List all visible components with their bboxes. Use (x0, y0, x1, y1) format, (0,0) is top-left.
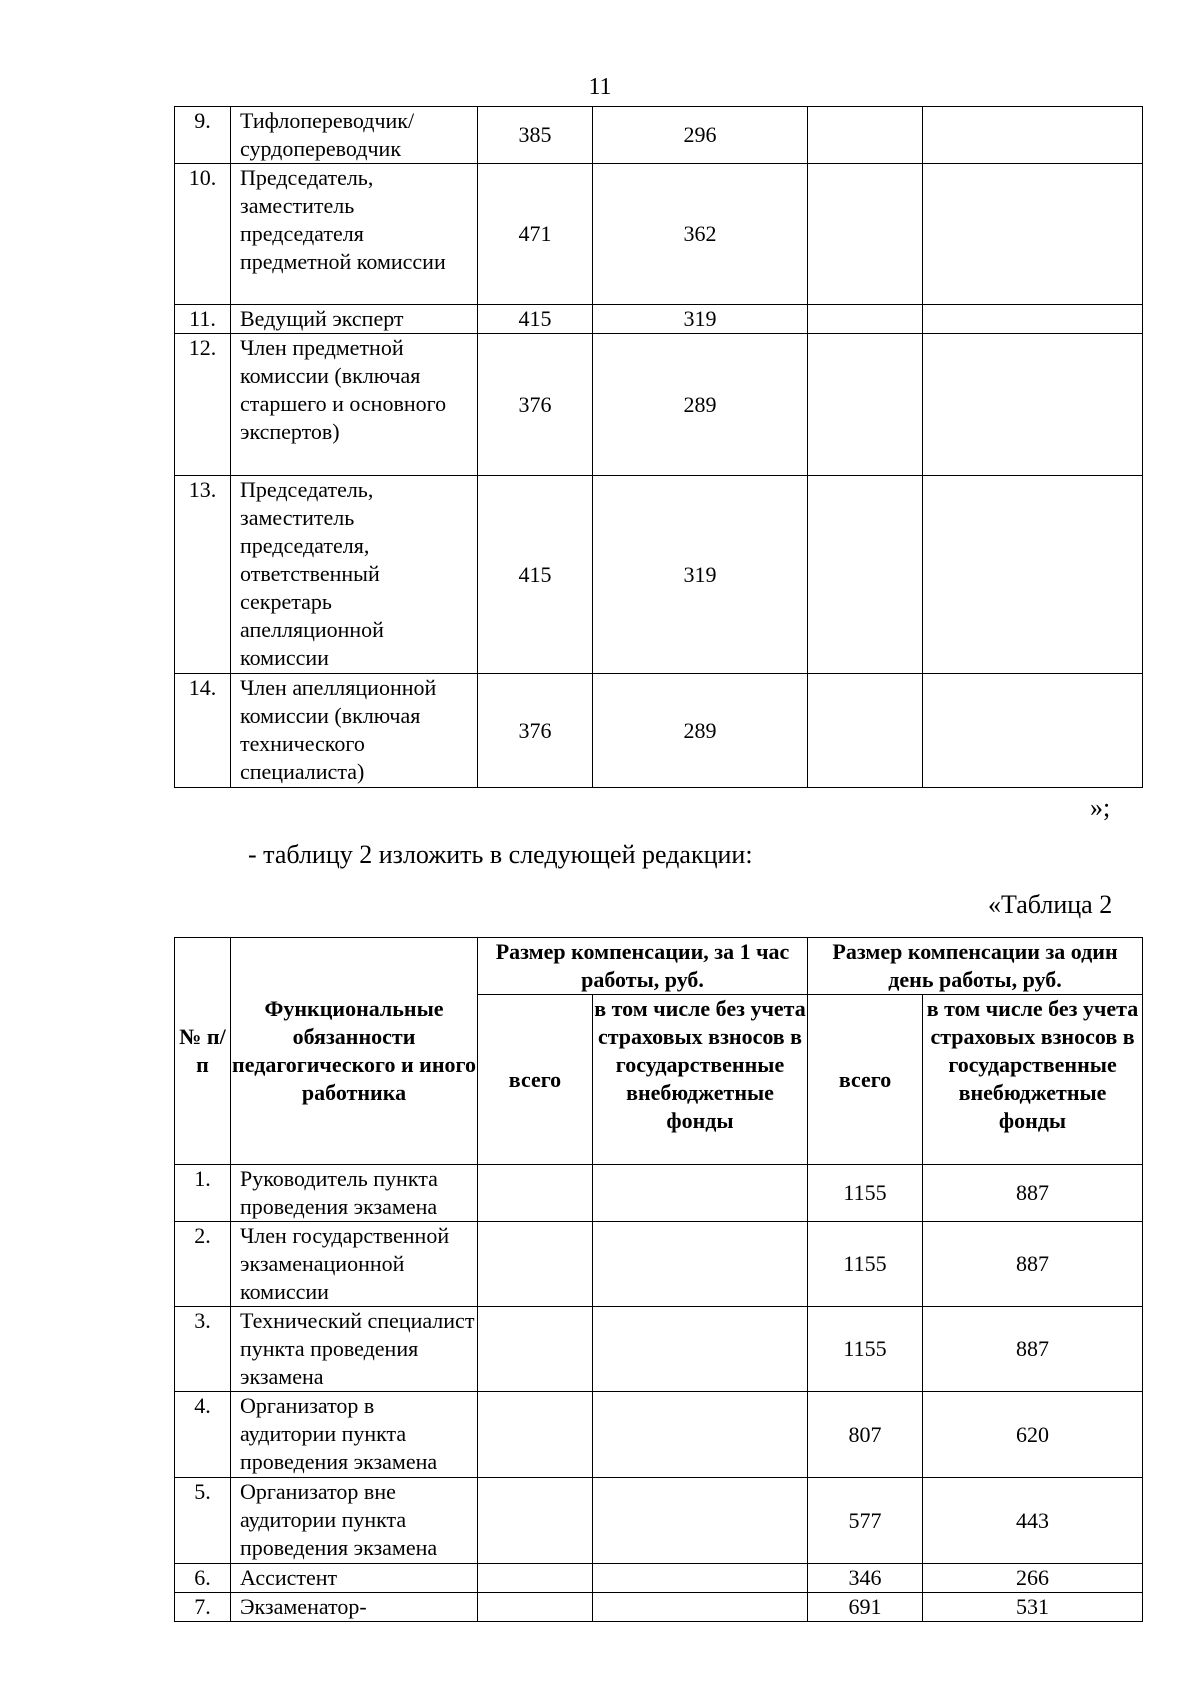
duty-cell: Член предметной комиссии (включая старшего и основного экспертов) (231, 334, 478, 476)
hour-total-cell (478, 1478, 593, 1564)
table-row (175, 305, 1143, 334)
hour-total-cell (478, 1307, 593, 1392)
day-net-cell (923, 476, 1143, 674)
hour-net-cell (593, 1307, 808, 1392)
page-number: 11 (588, 74, 612, 100)
hour-net-cell: 289 (593, 334, 808, 476)
table-caption: «Таблица 2 (988, 890, 1113, 919)
table-row (175, 1222, 1143, 1307)
day-total-cell (808, 164, 923, 305)
day-total-cell: 346 (808, 1564, 923, 1593)
hour-total-cell: 385 (478, 107, 593, 164)
duty-cell: Ассистент (231, 1564, 478, 1593)
row-number: 3. (175, 1307, 231, 1392)
header-hour-total: всего (478, 995, 593, 1165)
hour-total-cell: 415 (478, 476, 593, 674)
duty-cell: Председатель, заместитель председателя, ответственный секретарь апелляционной комиссии (231, 476, 478, 674)
row-number: 5. (175, 1478, 231, 1564)
table-row (175, 1165, 1143, 1222)
table-row (175, 1478, 1143, 1564)
day-net-cell: 887 (923, 1307, 1143, 1392)
hour-total-cell (478, 1392, 593, 1478)
table-row (175, 476, 1143, 674)
header-hour-net: в том числе без учета страховых взносов в государственные внебюджетные фонды (593, 995, 808, 1165)
hour-total-cell: 471 (478, 164, 593, 305)
table-row (175, 1564, 1143, 1593)
duty-cell: Технический специалист пункта проведения экзамена (231, 1307, 478, 1392)
day-net-cell: 443 (923, 1478, 1143, 1564)
table-row (175, 674, 1143, 788)
hour-net-cell (593, 1564, 808, 1593)
day-total-cell: 1155 (808, 1222, 923, 1307)
hour-net-cell: 362 (593, 164, 808, 305)
hour-total-cell: 415 (478, 305, 593, 334)
day-total-cell: 1155 (808, 1307, 923, 1392)
day-total-cell: 807 (808, 1392, 923, 1478)
day-total-cell (808, 334, 923, 476)
quote-closing-mark: »; (1090, 793, 1111, 822)
hour-net-cell (593, 1392, 808, 1478)
day-total-cell (808, 305, 923, 334)
hour-total-cell (478, 1564, 593, 1593)
duty-cell: Организатор в аудитории пункта проведения экзамена (231, 1392, 478, 1478)
day-net-cell (923, 334, 1143, 476)
hour-total-cell (478, 1222, 593, 1307)
day-total-cell: 1155 (808, 1165, 923, 1222)
header-day-total: всего (808, 995, 923, 1165)
table-row (175, 1593, 1143, 1622)
duty-cell: Председатель, заместитель председателя предметной комиссии (231, 164, 478, 305)
day-total-cell (808, 476, 923, 674)
hour-total-cell (478, 1593, 593, 1622)
header-duty: Функциональные обязанности педагогического и иного работника (231, 938, 478, 1165)
hour-total-cell (478, 1165, 593, 1222)
day-net-cell (923, 164, 1143, 305)
row-number: 7. (175, 1593, 231, 1622)
duty-cell: Член государственной экзаменационной комиссии (231, 1222, 478, 1307)
day-net-cell: 531 (923, 1593, 1143, 1622)
day-net-cell (923, 674, 1143, 788)
hour-net-cell: 289 (593, 674, 808, 788)
day-net-cell (923, 305, 1143, 334)
day-total-cell (808, 674, 923, 788)
table-row (175, 1307, 1143, 1392)
row-number: 9. (175, 107, 231, 164)
header-day-group: Размер компенсации за один день работы, руб. (808, 938, 1143, 995)
hour-net-cell (593, 1222, 808, 1307)
duty-cell: Организатор вне аудитории пункта проведения экзамена (231, 1478, 478, 1564)
header-day-net: в том числе без учета страховых взносов в государственные внебюджетные фонды (923, 995, 1143, 1165)
row-number: 14. (175, 674, 231, 788)
day-net-cell: 620 (923, 1392, 1143, 1478)
header-row (175, 938, 1143, 995)
day-total-cell: 691 (808, 1593, 923, 1622)
row-number: 1. (175, 1165, 231, 1222)
row-number: 2. (175, 1222, 231, 1307)
compensation-table-2 (174, 937, 1143, 1622)
header-hour-group: Размер компенсации, за 1 час работы, руб. (478, 938, 808, 995)
hour-net-cell: 319 (593, 305, 808, 334)
row-number: 10. (175, 164, 231, 305)
duty-cell: Член апелляционной комиссии (включая технического специалиста) (231, 674, 478, 788)
table-row (175, 107, 1143, 164)
day-total-cell (808, 107, 923, 164)
table-row (175, 164, 1143, 305)
row-number: 6. (175, 1564, 231, 1593)
duty-cell: Ведущий эксперт (231, 305, 478, 334)
compensation-table-continued (174, 106, 1143, 788)
instruction-text: - таблицу 2 изложить в следующей редакции: (248, 840, 753, 869)
table-row (175, 334, 1143, 476)
table-row (175, 1392, 1143, 1478)
day-net-cell: 266 (923, 1564, 1143, 1593)
day-net-cell: 887 (923, 1165, 1143, 1222)
hour-net-cell (593, 1165, 808, 1222)
row-number: 12. (175, 334, 231, 476)
day-total-cell: 577 (808, 1478, 923, 1564)
hour-net-cell (593, 1593, 808, 1622)
duty-cell: Руководитель пункта проведения экзамена (231, 1165, 478, 1222)
row-number: 4. (175, 1392, 231, 1478)
hour-net-cell: 319 (593, 476, 808, 674)
hour-net-cell: 296 (593, 107, 808, 164)
hour-total-cell: 376 (478, 334, 593, 476)
header-number: № п/п (175, 938, 231, 1165)
day-net-cell (923, 107, 1143, 164)
hour-net-cell (593, 1478, 808, 1564)
row-number: 11. (175, 305, 231, 334)
day-net-cell: 887 (923, 1222, 1143, 1307)
duty-cell: Тифлопереводчик/ сурдопереводчик (231, 107, 478, 164)
duty-cell: Экзаменатор- (231, 1593, 478, 1622)
hour-total-cell: 376 (478, 674, 593, 788)
row-number: 13. (175, 476, 231, 674)
